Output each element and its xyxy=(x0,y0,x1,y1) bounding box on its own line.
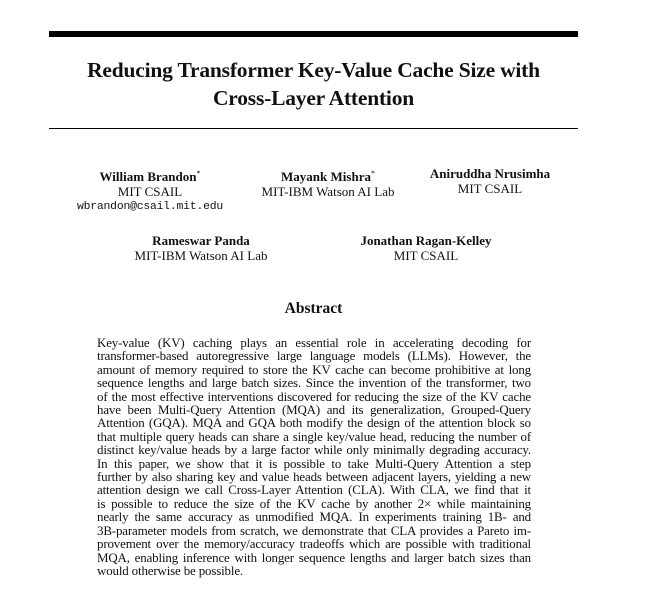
abstract-line: would otherwise be possible. xyxy=(97,562,243,578)
abstract-line: 3B-parameter models from scratch, we demonstrate that CLA provides a Pareto im- xyxy=(97,522,531,538)
author-block-panda xyxy=(135,233,268,263)
abstract-line: distinct key/value heads by a large factor while only minimally degrading accuracy. xyxy=(97,442,531,458)
abstract-line: is possible to reduce the size of the KV cache by another 2× while maintaining xyxy=(97,495,531,511)
author-block-brandon xyxy=(77,166,223,215)
title-line-2: Cross-Layer Attention xyxy=(212,86,415,110)
abstract-heading: Abstract xyxy=(284,300,343,317)
author-name: William Brandon* xyxy=(99,169,201,184)
abstract-line: Attention (GQA). MQA and GQA both modify the design of the attention block so xyxy=(97,415,531,431)
abstract-line: provement over the memory/accuracy tradeoffs which are possible with traditional xyxy=(97,536,531,552)
author-email: wbrandon@csail.mit.edu xyxy=(77,201,223,213)
abstract-line: nearly the same accuracy as unmodified MQA. In experiments training 1B- and xyxy=(97,509,531,525)
abstract-line: Key-value (KV) caching plays an essential role in accelerating decoding for xyxy=(97,335,531,350)
abstract-line: transformer-based autoregressive large language models (LLMs). However, the xyxy=(97,348,531,364)
abstract-line: amount of memory required to store the KV cache can become prohibitive at long xyxy=(97,361,531,377)
abstract-line: have been Multi-Query Attention (MQA) and its generalization, Grouped-Query xyxy=(97,402,531,418)
author-affiliation: MIT CSAIL xyxy=(117,184,183,199)
title-bottom-rule xyxy=(49,128,578,129)
author-affiliation: MIT-IBM Watson AI Lab xyxy=(261,184,395,199)
author-name: Rameswar Panda xyxy=(152,233,250,248)
author-block-nrusimha xyxy=(430,166,550,196)
abstract-line: In this paper, we show that it is possible to take Multi-Query Attention a step xyxy=(97,455,531,471)
author-affiliation: MIT-IBM Watson AI Lab xyxy=(134,248,268,263)
equal-contribution-mark: * xyxy=(196,169,201,178)
author-block-ragan-kelley xyxy=(360,233,491,263)
abstract-line: further by also sharing key and value heads between adjacent layers, yielding a new xyxy=(97,469,531,485)
abstract-line: that multiple query heads can share a single key/value head, reducing the number of xyxy=(97,428,531,444)
abstract-body xyxy=(97,336,531,577)
equal-contribution-mark: * xyxy=(370,169,375,178)
author-block-mishra xyxy=(262,166,395,199)
abstract-line: MQA, enabling inference with longer sequence lengths and larger batch sizes than xyxy=(97,549,531,565)
title-line-1: Reducing Transformer Key-Value Cache Size with xyxy=(87,58,540,82)
abstract-line: of the most effective interventions discovered for reducing the size of the KV cache xyxy=(97,388,531,404)
author-name: Mayank Mishra* xyxy=(281,169,375,184)
author-affiliation: MIT CSAIL xyxy=(393,248,459,263)
abstract-line: attention design we call Cross-Layer Attention (CLA). With CLA, we find that it xyxy=(97,482,531,498)
paper-title xyxy=(49,56,578,112)
top-rule xyxy=(49,31,578,37)
author-name: Aniruddha Nrusimha xyxy=(429,166,551,181)
abstract-line: sequence lengths and large batch sizes. Since the invention of the transformer, two xyxy=(97,375,531,391)
author-affiliation: MIT CSAIL xyxy=(457,181,523,196)
author-name: Jonathan Ragan-Kelley xyxy=(360,233,492,248)
